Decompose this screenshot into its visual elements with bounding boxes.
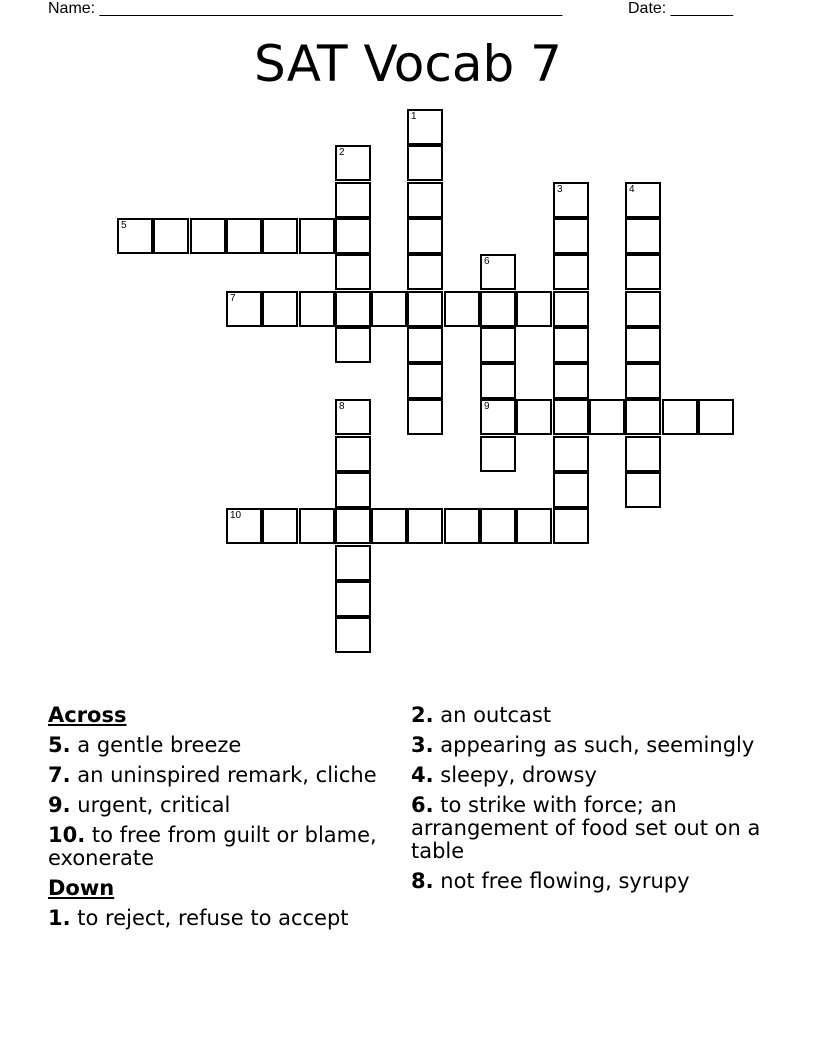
grid-cell[interactable]	[553, 182, 589, 218]
clue-across-10	[48, 824, 388, 870]
grid-cell[interactable]	[480, 291, 516, 327]
clue-number: 10.	[48, 823, 86, 847]
grid-cell[interactable]	[553, 254, 589, 290]
grid-cell[interactable]	[480, 436, 516, 472]
grid-cell[interactable]	[407, 182, 443, 218]
grid-cell[interactable]	[335, 545, 371, 581]
clue-down-2	[411, 704, 781, 727]
across-heading: Across	[48, 703, 127, 727]
grid-cell[interactable]	[516, 291, 552, 327]
down-heading: Down	[48, 876, 115, 900]
grid-cell[interactable]	[335, 182, 371, 218]
grid-cell[interactable]	[371, 291, 407, 327]
name-field[interactable]: Name: ____________________________________________________	[48, 0, 563, 17]
grid-cell[interactable]	[625, 436, 661, 472]
grid-cell[interactable]	[444, 291, 480, 327]
grid-cell[interactable]	[407, 218, 443, 254]
grid-cell[interactable]	[335, 145, 371, 181]
grid-cell[interactable]	[553, 291, 589, 327]
grid-cell[interactable]	[407, 363, 443, 399]
grid-cell[interactable]	[407, 508, 443, 544]
grid-cell[interactable]	[407, 145, 443, 181]
clue-number: 4.	[411, 763, 434, 787]
clue-text: a gentle breeze	[70, 733, 242, 757]
grid-cell[interactable]	[299, 218, 335, 254]
clue-text: to reject, refuse to accept	[70, 906, 349, 930]
grid-cell[interactable]	[553, 327, 589, 363]
grid-cell[interactable]	[153, 218, 189, 254]
grid-cell[interactable]	[226, 291, 262, 327]
grid-cell[interactable]	[553, 399, 589, 435]
grid-cell[interactable]	[299, 291, 335, 327]
clue-down-6	[411, 794, 781, 863]
grid-cell[interactable]	[444, 508, 480, 544]
clues-right-column	[411, 704, 781, 900]
clue-number: 9.	[48, 793, 71, 817]
clue-text: urgent, critical	[70, 793, 231, 817]
grid-cell[interactable]	[299, 508, 335, 544]
clue-number-label: 3	[557, 184, 563, 195]
grid-cell[interactable]	[662, 399, 698, 435]
grid-cell[interactable]	[698, 399, 734, 435]
grid-cell[interactable]	[625, 218, 661, 254]
grid-cell[interactable]	[190, 218, 226, 254]
grid-cell[interactable]	[335, 399, 371, 435]
grid-cell[interactable]	[262, 218, 298, 254]
grid-cell[interactable]	[480, 363, 516, 399]
grid-cell[interactable]	[516, 508, 552, 544]
grid-cell[interactable]	[480, 399, 516, 435]
clue-number-label: 7	[230, 293, 236, 304]
clue-number: 6.	[411, 793, 434, 817]
clue-number-label: 10	[230, 510, 242, 521]
grid-cell[interactable]	[480, 254, 516, 290]
grid-cell[interactable]	[553, 218, 589, 254]
grid-cell[interactable]	[407, 109, 443, 145]
clue-number-label: 5	[121, 220, 127, 231]
grid-cell[interactable]	[625, 291, 661, 327]
clue-text: appearing as such, seemingly	[433, 733, 755, 757]
clues-left-column	[48, 704, 388, 937]
clue-number-label: 4	[629, 184, 635, 195]
grid-cell[interactable]	[335, 508, 371, 544]
grid-cell[interactable]	[553, 508, 589, 544]
grid-cell[interactable]	[226, 218, 262, 254]
grid-cell[interactable]	[335, 291, 371, 327]
grid-cell[interactable]	[625, 254, 661, 290]
clue-text: an outcast	[433, 703, 552, 727]
grid-cell[interactable]	[335, 218, 371, 254]
grid-cell[interactable]	[335, 581, 371, 617]
clue-number: 3.	[411, 733, 434, 757]
grid-cell[interactable]	[226, 508, 262, 544]
grid-cell[interactable]	[553, 472, 589, 508]
grid-cell[interactable]	[625, 327, 661, 363]
grid-cell[interactable]	[335, 436, 371, 472]
clue-text: not free flowing, syrupy	[433, 869, 690, 893]
grid-cell[interactable]	[553, 363, 589, 399]
clue-down-3	[411, 734, 781, 757]
grid-cell[interactable]	[117, 218, 153, 254]
clue-text: to strike with force; an arrangement of food set out on a table	[411, 793, 761, 863]
clue-down-4	[411, 764, 781, 787]
grid-cell[interactable]	[589, 399, 625, 435]
grid-cell[interactable]	[480, 508, 516, 544]
grid-cell[interactable]	[335, 617, 371, 653]
date-field[interactable]: Date: _______	[628, 0, 733, 17]
clue-number-label: 8	[339, 401, 345, 412]
clue-across-9	[48, 794, 388, 817]
clue-down-1	[48, 907, 388, 930]
clue-number-label: 6	[484, 256, 490, 267]
grid-cell[interactable]	[407, 291, 443, 327]
clue-across-7	[48, 764, 388, 787]
grid-cell[interactable]	[480, 327, 516, 363]
clue-text: sleepy, drowsy	[433, 763, 597, 787]
grid-cell[interactable]	[625, 363, 661, 399]
grid-cell[interactable]	[625, 182, 661, 218]
grid-cell[interactable]	[335, 254, 371, 290]
clue-down-8	[411, 870, 781, 893]
grid-cell[interactable]	[625, 472, 661, 508]
grid-cell[interactable]	[371, 508, 407, 544]
clue-number: 5.	[48, 733, 71, 757]
grid-cell[interactable]	[516, 399, 552, 435]
clue-number: 2.	[411, 703, 434, 727]
grid-cell[interactable]	[625, 399, 661, 435]
clue-number-label: 1	[411, 111, 417, 122]
grid-cell[interactable]	[262, 508, 298, 544]
worksheet-header	[48, 0, 748, 20]
clue-number-label: 2	[339, 147, 345, 158]
clue-text: an uninspired remark, cliche	[70, 763, 377, 787]
clue-number-label: 9	[484, 401, 490, 412]
grid-cell[interactable]	[262, 291, 298, 327]
clue-text: to free from guilt or blame, exonerate	[48, 823, 377, 870]
clue-number: 7.	[48, 763, 71, 787]
grid-cell[interactable]	[407, 399, 443, 435]
grid-cell[interactable]	[335, 327, 371, 363]
grid-cell[interactable]	[407, 254, 443, 290]
grid-cell[interactable]	[407, 327, 443, 363]
clue-number: 1.	[48, 906, 71, 930]
clue-across-5	[48, 734, 388, 757]
grid-cell[interactable]	[335, 472, 371, 508]
page-title: SAT Vocab 7	[254, 35, 562, 93]
grid-cell[interactable]	[553, 436, 589, 472]
clue-number: 8.	[411, 869, 434, 893]
